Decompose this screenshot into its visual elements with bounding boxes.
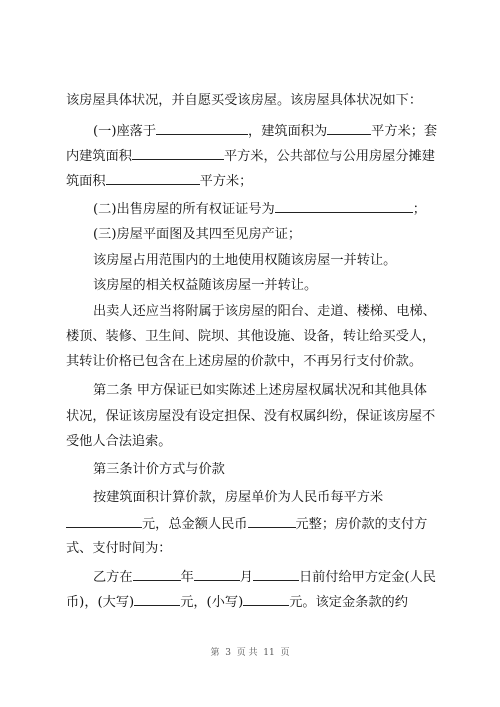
page-number: 第 3 页 共 11 页 <box>210 648 290 658</box>
blank-field <box>133 568 181 581</box>
blank-field <box>106 172 200 185</box>
blank-field <box>66 515 142 528</box>
text-line: (二)出售房屋的所有权证证号为 ； <box>93 202 426 217</box>
text-line: (三)房屋平面图及其四至见房产证； <box>93 227 302 242</box>
text-line: 状况，保证该房屋没有设定担保、没有权属纠纷，保证该房屋不 <box>66 409 436 424</box>
blank-field <box>156 122 248 135</box>
blank-field <box>243 593 289 606</box>
text-line: 楼顶、装修、卫生间、院坝、其他设施、设备，转让给买受人， <box>66 329 436 344</box>
blank-field <box>134 593 180 606</box>
text-line: 受他人合法追索。 <box>66 434 172 449</box>
text-line: 该房屋具体状况，并自愿买受该房屋。该房屋具体状况如下： <box>66 93 423 108</box>
blank-field <box>275 200 413 213</box>
blank-field <box>194 568 240 581</box>
text-line: 筑面积 平方米； <box>66 174 253 189</box>
blank-field <box>132 147 224 160</box>
text-line: (一)座落于 ，建筑面积为 平方米；套 <box>93 124 438 139</box>
text-line: 该房屋占用范围内的土地使用权随该房屋一并转让。 <box>93 253 397 268</box>
text-line: 币)，(大写) 元，(小写) 元。该定金条款的约 <box>66 595 408 610</box>
text-line: 内建筑面积 平方米，公共部位与公用房屋分摊建 <box>66 149 435 164</box>
text-line: 元，总金额人民币 元整；房价款的支付方 <box>66 515 427 534</box>
blank-field <box>253 568 299 581</box>
text-line: 式、支付时间为： <box>66 541 172 556</box>
text-line: 第二条 甲方保证已如实陈述上述房屋权属状况和其他具体 <box>93 383 427 398</box>
section-heading: 第三条计价方式与价款 <box>93 462 225 477</box>
text-line: 其转让价格已包含在上述房屋的价款中，不再另行支付价款。 <box>66 354 423 369</box>
text-line: 出卖人还应当将附属于该房屋的阳台、走道、楼梯、电梯、 <box>93 304 436 319</box>
blank-field <box>248 515 296 528</box>
text-line: 按建筑面积计算价款，房屋单价为人民币每平方米 <box>93 490 384 505</box>
blank-field <box>327 122 371 135</box>
text-line: 该房屋的相关权益随该房屋一并转让。 <box>93 278 318 293</box>
text-line: 乙方在 年 月 日前付给甲方定金(人民 <box>93 570 436 585</box>
